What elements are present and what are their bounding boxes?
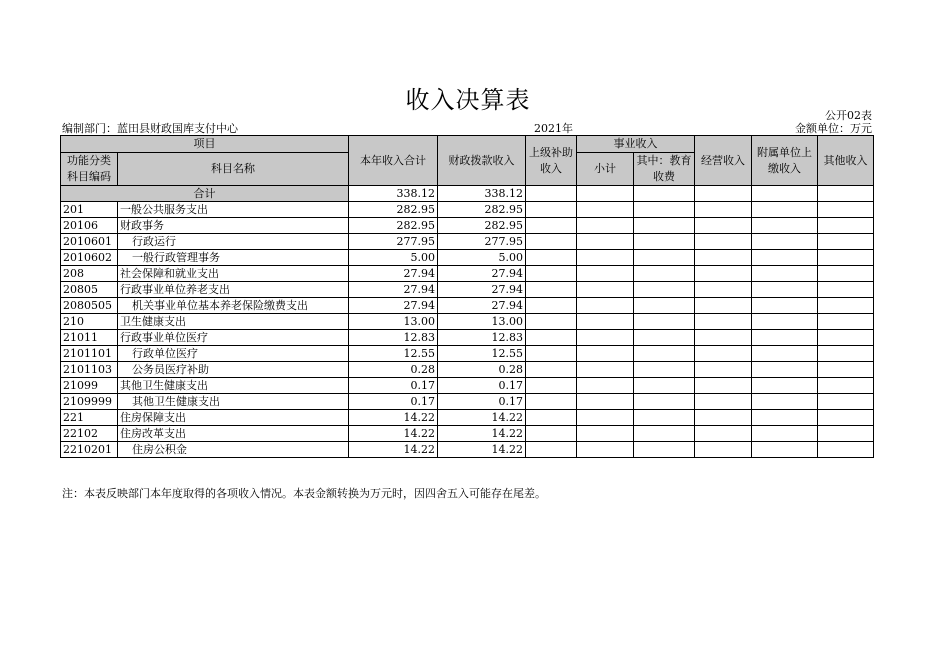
empty-cell	[634, 218, 695, 234]
fiscal-income-cell: 0.17	[438, 378, 526, 394]
empty-cell	[818, 314, 874, 330]
footnote: 注：本表反映部门本年度取得的各项收入情况。本表金额转换为万元时，因四舍五入可能存在尾差。	[62, 487, 546, 500]
code-cell: 208	[61, 266, 118, 282]
empty-cell	[752, 394, 818, 410]
fiscal-income-cell: 13.00	[438, 314, 526, 330]
empty-cell	[818, 362, 874, 378]
header-affiliated-income: 附属单位上缴收入	[752, 136, 818, 186]
empty-cell	[818, 202, 874, 218]
subject-name-cell: 其他卫生健康支出	[118, 394, 349, 410]
empty-cell	[695, 346, 752, 362]
total-income-cell: 14.22	[349, 410, 438, 426]
total-income-cell: 13.00	[349, 314, 438, 330]
empty-cell	[526, 442, 577, 458]
empty-cell	[818, 234, 874, 250]
empty-cell	[577, 378, 634, 394]
subject-name-cell: 行政单位医疗	[118, 346, 349, 362]
empty-cell	[526, 410, 577, 426]
fiscal-income-cell: 27.94	[438, 266, 526, 282]
empty-cell	[526, 426, 577, 442]
total-income-cell: 277.95	[349, 234, 438, 250]
empty-cell	[577, 410, 634, 426]
empty-cell	[526, 378, 577, 394]
empty-cell	[752, 442, 818, 458]
empty-cell	[752, 218, 818, 234]
header-fiscal-income: 财政拨款收入	[438, 136, 526, 186]
empty-cell	[634, 266, 695, 282]
header-func-code: 功能分类科目编码	[61, 153, 118, 186]
subject-name-cell: 住房公积金	[118, 442, 349, 458]
table-row	[61, 202, 874, 218]
total-label: 合计	[61, 186, 349, 202]
subject-name-cell: 行政事业单位养老支出	[118, 282, 349, 298]
code-cell: 2080505	[61, 298, 118, 314]
empty-cell	[818, 330, 874, 346]
empty-cell	[695, 234, 752, 250]
total-income-cell: 338.12	[349, 186, 438, 202]
empty-cell	[577, 186, 634, 202]
empty-cell	[752, 362, 818, 378]
total-fiscal-cell: 338.12	[438, 186, 526, 202]
code-cell: 20106	[61, 218, 118, 234]
empty-cell	[526, 186, 577, 202]
empty-cell	[752, 330, 818, 346]
code-cell: 221	[61, 410, 118, 426]
total-income-cell: 14.22	[349, 442, 438, 458]
empty-cell	[695, 426, 752, 442]
empty-cell	[634, 234, 695, 250]
empty-cell	[526, 346, 577, 362]
empty-cell	[695, 282, 752, 298]
empty-cell	[526, 266, 577, 282]
subject-name-cell: 住房改革支出	[118, 426, 349, 442]
code-cell: 2109999	[61, 394, 118, 410]
table-row	[61, 394, 874, 410]
code-cell: 210	[61, 314, 118, 330]
subject-name-cell: 机关事业单位基本养老保险缴费支出	[118, 298, 349, 314]
empty-cell	[577, 298, 634, 314]
code-cell: 21099	[61, 378, 118, 394]
fiscal-income-cell: 27.94	[438, 282, 526, 298]
empty-cell	[526, 234, 577, 250]
fiscal-income-cell: 27.94	[438, 298, 526, 314]
subject-name-cell: 一般公共服务支出	[118, 202, 349, 218]
subject-name-cell: 住房保障支出	[118, 410, 349, 426]
empty-cell	[526, 282, 577, 298]
empty-cell	[634, 410, 695, 426]
table-row	[61, 282, 874, 298]
subject-name-cell: 其他卫生健康支出	[118, 378, 349, 394]
code-cell: 2010601	[61, 234, 118, 250]
header-subject-name: 科目名称	[118, 153, 349, 186]
table-row	[61, 314, 874, 330]
table-row	[61, 378, 874, 394]
empty-cell	[634, 314, 695, 330]
empty-cell	[695, 378, 752, 394]
empty-cell	[695, 314, 752, 330]
empty-cell	[818, 218, 874, 234]
empty-cell	[634, 330, 695, 346]
empty-cell	[526, 394, 577, 410]
empty-cell	[634, 394, 695, 410]
header-superior-subsidy: 上级补助收入	[526, 136, 577, 186]
total-income-cell: 27.94	[349, 266, 438, 282]
empty-cell	[577, 394, 634, 410]
fiscal-income-cell: 282.95	[438, 202, 526, 218]
empty-cell	[752, 426, 818, 442]
empty-cell	[695, 362, 752, 378]
empty-cell	[526, 202, 577, 218]
code-cell: 21011	[61, 330, 118, 346]
empty-cell	[818, 282, 874, 298]
subject-name-cell: 一般行政管理事务	[118, 250, 349, 266]
fiscal-income-cell: 282.95	[438, 218, 526, 234]
empty-cell	[634, 298, 695, 314]
empty-cell	[577, 442, 634, 458]
fiscal-income-cell: 0.28	[438, 362, 526, 378]
empty-cell	[577, 362, 634, 378]
year-label: 2021年	[534, 122, 573, 135]
empty-cell	[818, 394, 874, 410]
empty-cell	[526, 218, 577, 234]
table-row	[61, 426, 874, 442]
empty-cell	[752, 266, 818, 282]
code-cell: 201	[61, 202, 118, 218]
fiscal-income-cell: 14.22	[438, 442, 526, 458]
empty-cell	[752, 186, 818, 202]
income-table	[60, 135, 874, 458]
empty-cell	[695, 250, 752, 266]
empty-cell	[577, 282, 634, 298]
empty-cell	[634, 346, 695, 362]
header-edu-fee: 其中：教育收费	[634, 153, 695, 186]
page-title: 收入决算表	[405, 86, 531, 114]
total-income-cell: 12.55	[349, 346, 438, 362]
total-income-cell: 27.94	[349, 298, 438, 314]
empty-cell	[752, 346, 818, 362]
total-income-cell: 27.94	[349, 282, 438, 298]
fiscal-income-cell: 14.22	[438, 426, 526, 442]
empty-cell	[818, 186, 874, 202]
empty-cell	[577, 266, 634, 282]
table-row	[61, 362, 874, 378]
empty-cell	[634, 442, 695, 458]
empty-cell	[695, 330, 752, 346]
code-cell: 2101103	[61, 362, 118, 378]
code-cell: 22102	[61, 426, 118, 442]
empty-cell	[577, 218, 634, 234]
empty-cell	[818, 298, 874, 314]
empty-cell	[695, 186, 752, 202]
header-business-income: 事业收入	[577, 136, 695, 153]
empty-cell	[695, 266, 752, 282]
table-row	[61, 442, 874, 458]
subject-name-cell: 行政运行	[118, 234, 349, 250]
header-item: 项目	[61, 136, 349, 153]
code-cell: 2210201	[61, 442, 118, 458]
fiscal-income-cell: 5.00	[438, 250, 526, 266]
fiscal-income-cell: 0.17	[438, 394, 526, 410]
empty-cell	[818, 426, 874, 442]
fiscal-income-cell: 12.55	[438, 346, 526, 362]
total-income-cell: 0.28	[349, 362, 438, 378]
subject-name-cell: 行政事业单位医疗	[118, 330, 349, 346]
empty-cell	[526, 362, 577, 378]
department-label: 编制部门：蓝田县财政国库支付中心	[62, 122, 238, 135]
total-row	[61, 186, 874, 202]
empty-cell	[752, 202, 818, 218]
empty-cell	[695, 442, 752, 458]
empty-cell	[818, 442, 874, 458]
empty-cell	[634, 378, 695, 394]
total-income-cell: 0.17	[349, 394, 438, 410]
empty-cell	[634, 282, 695, 298]
fiscal-income-cell: 277.95	[438, 234, 526, 250]
empty-cell	[695, 218, 752, 234]
empty-cell	[634, 186, 695, 202]
total-income-cell: 14.22	[349, 426, 438, 442]
code-cell: 2101101	[61, 346, 118, 362]
table-row	[61, 298, 874, 314]
code-cell: 20805	[61, 282, 118, 298]
empty-cell	[634, 362, 695, 378]
fiscal-income-cell: 14.22	[438, 410, 526, 426]
empty-cell	[818, 378, 874, 394]
header-total-income: 本年收入合计	[349, 136, 438, 186]
code-cell: 2010602	[61, 250, 118, 266]
subject-name-cell: 财政事务	[118, 218, 349, 234]
total-income-cell: 0.17	[349, 378, 438, 394]
empty-cell	[526, 250, 577, 266]
empty-cell	[577, 426, 634, 442]
header-subtotal: 小计	[577, 153, 634, 186]
table-row	[61, 346, 874, 362]
empty-cell	[634, 250, 695, 266]
empty-cell	[526, 314, 577, 330]
empty-cell	[577, 330, 634, 346]
empty-cell	[752, 250, 818, 266]
empty-cell	[577, 202, 634, 218]
empty-cell	[752, 378, 818, 394]
subject-name-cell: 卫生健康支出	[118, 314, 349, 330]
table-row	[61, 250, 874, 266]
empty-cell	[577, 346, 634, 362]
empty-cell	[526, 330, 577, 346]
empty-cell	[695, 410, 752, 426]
table-row	[61, 410, 874, 426]
subject-name-cell: 社会保障和就业支出	[118, 266, 349, 282]
subject-name-cell: 公务员医疗补助	[118, 362, 349, 378]
empty-cell	[818, 250, 874, 266]
empty-cell	[752, 314, 818, 330]
empty-cell	[577, 234, 634, 250]
empty-cell	[752, 410, 818, 426]
unit-label: 金额单位：万元	[795, 122, 872, 135]
header-other-income: 其他收入	[818, 136, 874, 186]
empty-cell	[695, 202, 752, 218]
empty-cell	[634, 202, 695, 218]
empty-cell	[695, 298, 752, 314]
empty-cell	[752, 298, 818, 314]
header-operating-income: 经营收入	[695, 136, 752, 186]
total-income-cell: 282.95	[349, 218, 438, 234]
empty-cell	[577, 250, 634, 266]
table-row	[61, 266, 874, 282]
form-code: 公开02表	[825, 109, 872, 122]
empty-cell	[577, 314, 634, 330]
empty-cell	[752, 282, 818, 298]
empty-cell	[818, 410, 874, 426]
empty-cell	[526, 298, 577, 314]
table-row	[61, 234, 874, 250]
table-row	[61, 330, 874, 346]
empty-cell	[818, 266, 874, 282]
table-row	[61, 218, 874, 234]
fiscal-income-cell: 12.83	[438, 330, 526, 346]
empty-cell	[695, 394, 752, 410]
total-income-cell: 5.00	[349, 250, 438, 266]
empty-cell	[818, 346, 874, 362]
empty-cell	[752, 234, 818, 250]
empty-cell	[634, 426, 695, 442]
total-income-cell: 12.83	[349, 330, 438, 346]
total-income-cell: 282.95	[349, 202, 438, 218]
